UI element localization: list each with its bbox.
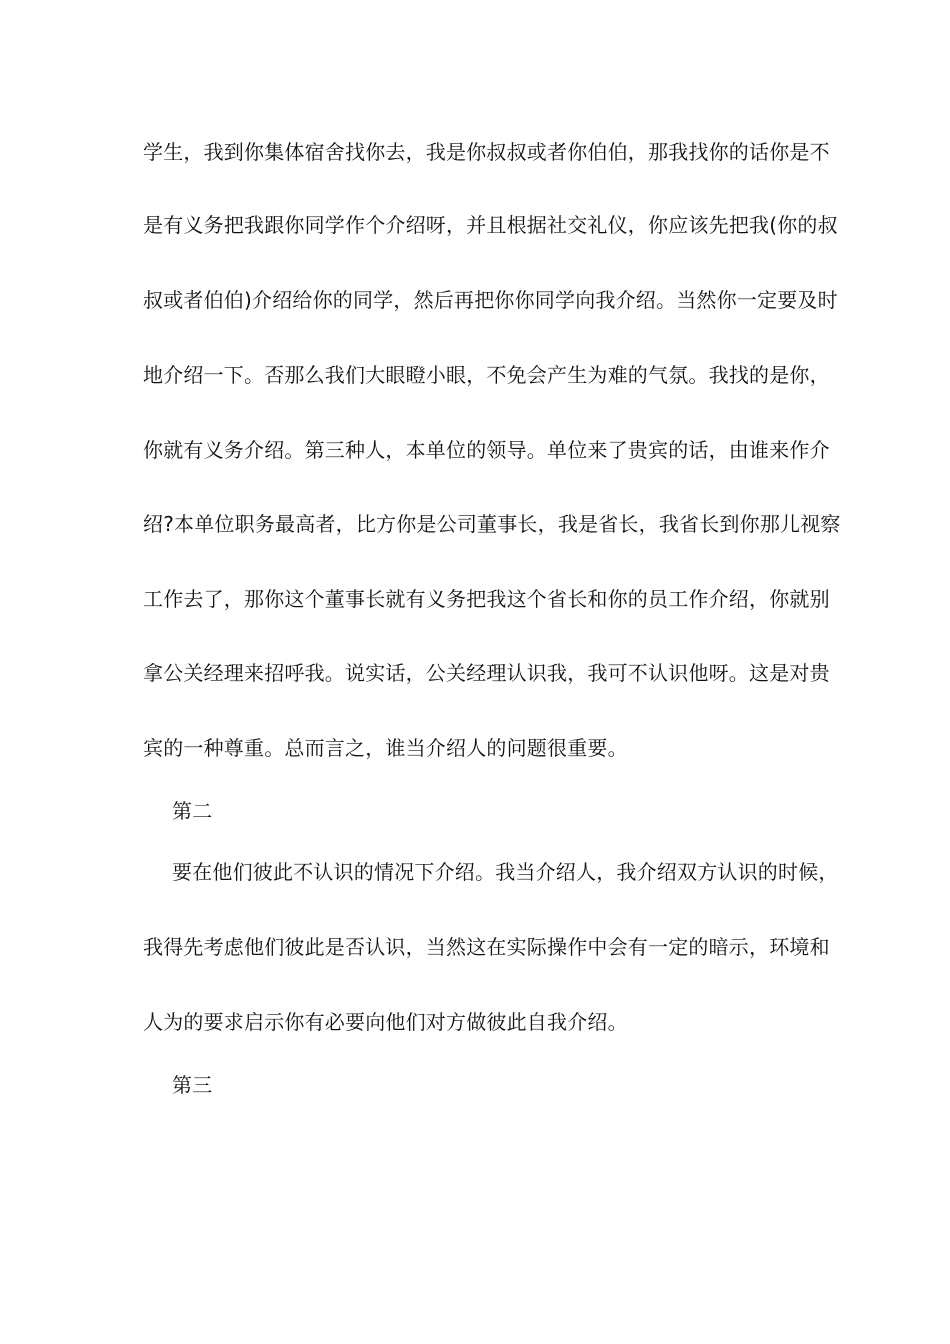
text-line: 是有义务把我跟你同学作个介绍呀，并且根据社交礼仪，你应该先把我(你的叔 — [143, 213, 838, 237]
text-line: 绍?本单位职务最高者，比方你是公司董事长，我是省长，我省长到你那儿视察 — [143, 512, 841, 536]
text-line: 人为的要求启示你有必要向他们对方做彼此自我介绍。 — [143, 1010, 628, 1034]
text-line: 我得先考虑他们彼此是否认识，当然这在实际操作中会有一定的暗示，环境和 — [143, 935, 830, 959]
text-line: 要在他们彼此不认识的情况下介绍。我当介绍人，我介绍双方认识的时候， — [172, 860, 839, 884]
section-heading: 第三 — [172, 1073, 213, 1097]
section-heading: 第二 — [172, 799, 213, 823]
text-line: 地介绍一下。否那么我们大眼瞪小眼，不免会产生为难的气氛。我找的是你， — [143, 363, 830, 387]
text-line: 学生，我到你集体宿舍找你去，我是你叔叔或者你伯伯，那我找你的话你是不 — [143, 140, 830, 164]
text-line: 宾的一种尊重。总而言之，谁当介绍人的问题很重要。 — [143, 736, 628, 760]
text-line: 拿公关经理来招呼我。说实话，公关经理认识我，我可不认识他呀。这是对贵 — [143, 661, 830, 685]
text-line: 你就有义务介绍。第三种人，本单位的领导。单位来了贵宾的话，由谁来作介 — [143, 438, 830, 462]
text-line: 叔或者伯伯)介绍给你的同学，然后再把你你同学向我介绍。当然你一定要及时 — [143, 288, 838, 312]
text-line: 工作去了，那你这个董事长就有义务把我这个省长和你的员工作介绍，你就别 — [143, 587, 830, 611]
